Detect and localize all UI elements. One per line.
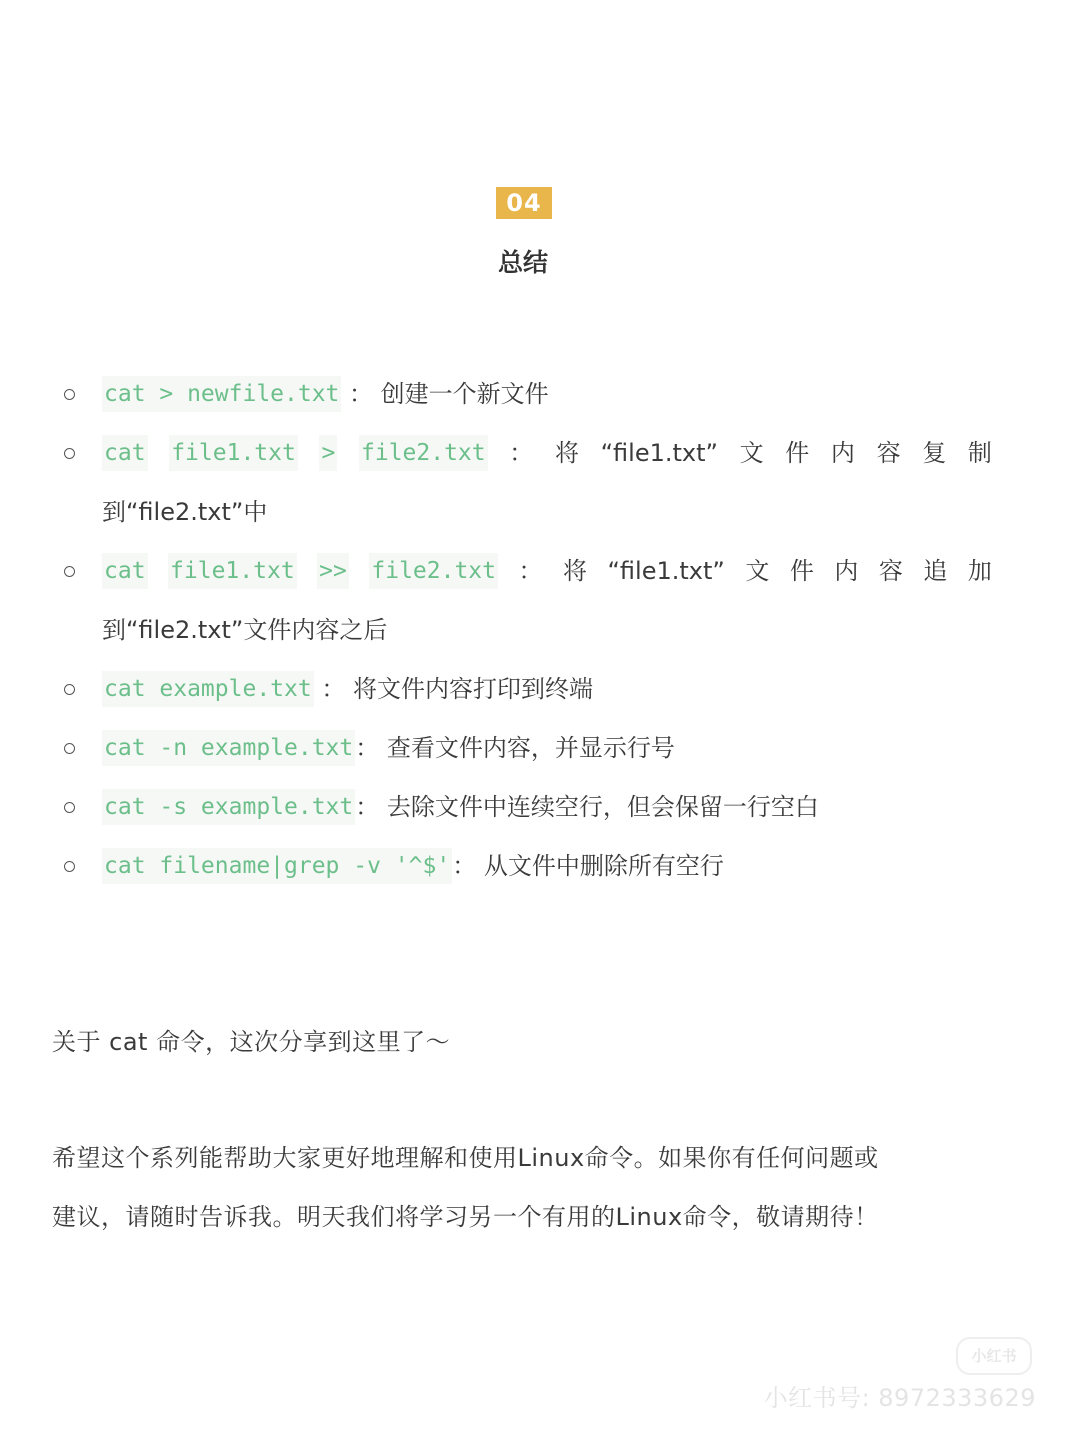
command-description-word: 复 (922, 439, 947, 467)
list-item-line (102, 376, 549, 412)
command-description-word: 容 (878, 557, 903, 585)
command-description: 到“file2.txt”文件内容之后 (102, 616, 388, 644)
command-description: 到“file2.txt”中 (102, 498, 268, 526)
closing-paragraph-line: 建议，请随时告诉我。明天我们将学习另一个有用的Linux命令，敬请期待！ (52, 1203, 879, 1231)
closing-line: 关于 cat 命令，这次分享到这里了～ (52, 1028, 451, 1056)
separator: ： (518, 557, 543, 585)
command-code: file2.txt (359, 435, 488, 471)
separator: ： (452, 852, 484, 880)
closing-paragraph-line: 希望这个系列能帮助大家更好地理解和使用Linux命令。如果你有任何问题或 (52, 1144, 879, 1172)
command-code: file1.txt (168, 553, 297, 589)
command-description-word: 内 (830, 439, 855, 467)
command-code: cat -n example.txt (102, 730, 355, 766)
separator: ： (509, 439, 534, 467)
bullet-circle-icon (62, 435, 76, 471)
list-item-line (102, 553, 992, 589)
command-description-word: 加 (967, 557, 992, 585)
separator: ： (341, 380, 381, 408)
command-code: cat -s example.txt (102, 789, 355, 825)
command-description: 创建一个新文件 (380, 380, 549, 408)
list-item-line-continued (102, 494, 267, 530)
separator: ： (355, 734, 387, 762)
command-description: 查看文件内容，并显示行号 (386, 734, 675, 762)
command-description-word: 件 (785, 439, 810, 467)
bullet-circle-icon (62, 730, 76, 766)
command-description-word: 追 (923, 557, 948, 585)
command-description-word: 制 (967, 439, 992, 467)
section-title: 总结 (497, 248, 548, 277)
list-item-line (102, 848, 724, 884)
command-description-word: 文 (745, 557, 770, 585)
bullet-circle-icon (62, 848, 76, 884)
list-item-line-continued (102, 612, 387, 648)
bullet-circle-icon (62, 376, 76, 412)
command-code: cat (102, 553, 148, 589)
command-code: file1.txt (169, 435, 298, 471)
command-code: cat > newfile.txt (102, 376, 341, 412)
command-description: 去除文件中连续空行，但会保留一行空白 (386, 793, 819, 821)
bullet-circle-icon (62, 789, 76, 825)
command-code: > (319, 435, 337, 471)
list-item-line (102, 435, 992, 471)
list-item-line (102, 671, 593, 707)
command-description-word: “file1.txt” (600, 439, 718, 467)
bullet-circle-icon (62, 671, 76, 707)
command-description-word: 容 (876, 439, 901, 467)
list-item-line (102, 789, 819, 825)
watermark-text: 小红书号: 8972333629 (763, 1384, 1036, 1412)
command-description-word: 内 (834, 557, 859, 585)
command-description-word: “file1.txt” (607, 557, 725, 585)
command-code: cat filename|grep -v '^$' (102, 848, 452, 884)
watermark-logo: 小红书 (956, 1337, 1032, 1375)
command-description-word: 将 (563, 557, 587, 585)
command-code: >> (317, 553, 349, 589)
separator: ： (355, 793, 387, 821)
command-description: 将文件内容打印到终端 (352, 675, 593, 703)
command-code: cat (102, 435, 148, 471)
section-number-badge: 04 (496, 187, 552, 219)
command-code: file2.txt (369, 553, 498, 589)
bullet-circle-icon (62, 553, 76, 589)
command-code: cat example.txt (102, 671, 314, 707)
separator: ： (313, 675, 353, 703)
list-item-line (102, 730, 675, 766)
command-description-word: 件 (789, 557, 814, 585)
command-description-word: 将 (554, 439, 579, 467)
command-description: 从文件中删除所有空行 (483, 852, 724, 880)
command-description-word: 文 (739, 439, 764, 467)
